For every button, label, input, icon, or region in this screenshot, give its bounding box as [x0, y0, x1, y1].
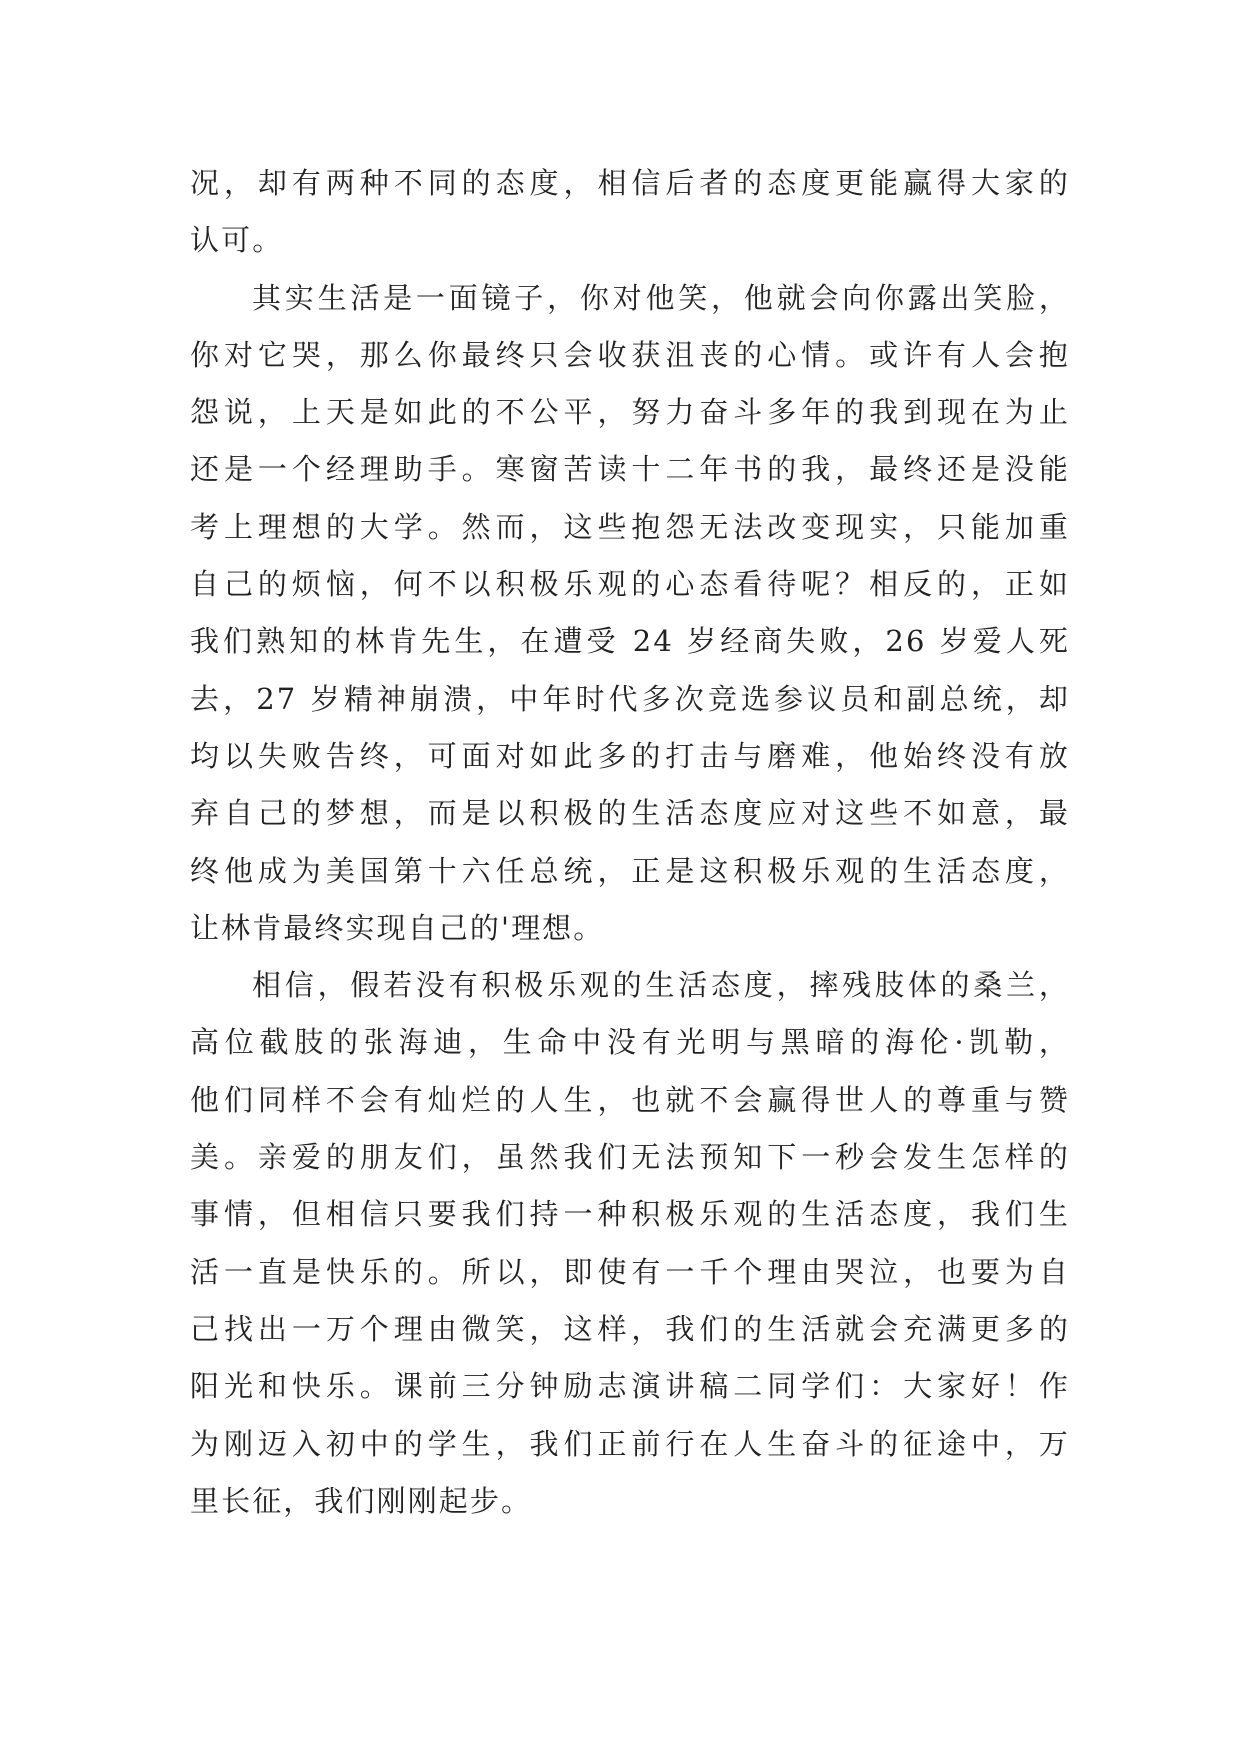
text-line: 自己的烦恼，何不以积极乐观的心态看待呢？相反的，正如 — [190, 567, 1070, 602]
text-line: 去，27 岁精神崩溃，中年时代多次竞选参议员和副总统，却 — [190, 681, 1070, 716]
text-line: 怨说，上天是如此的不公平，努力奋斗多年的我到现在为止 — [190, 395, 1070, 430]
text-line: 己找出一万个理由微笑，这样，我们的生活就会充满更多的 — [190, 1311, 1070, 1346]
document-body — [190, 155, 1070, 1530]
text-line: 为刚迈入初中的学生，我们正前行在人生奋斗的征途中，万 — [190, 1426, 1070, 1461]
text-line: 认可。 — [190, 223, 284, 258]
text-line: 让林肯最终实现自己的'理想。 — [190, 910, 605, 945]
text-line: 高位截肢的张海迪，生命中没有光明与黑暗的海伦·凯勒， — [190, 1025, 1070, 1060]
text-line: 他们同样不会有灿烂的人生，也就不会赢得世人的尊重与赞 — [190, 1082, 1070, 1117]
text-line: 还是一个经理助手。寒窗苦读十二年书的我，最终还是没能 — [190, 452, 1070, 487]
text-line: 里长征，我们刚刚起步。 — [190, 1483, 533, 1518]
text-line: 况，却有两种不同的态度，相信后者的态度更能赢得大家的 — [190, 166, 1070, 200]
text-line: 活一直是快乐的。所以，即使有一千个理由哭泣，也要为自 — [190, 1254, 1070, 1289]
text-line: 阳光和快乐。课前三分钟励志演讲稿二同学们：大家好！作 — [190, 1369, 1070, 1404]
text-line: 终他成为美国第十六任总统，正是这积极乐观的生活态度， — [190, 853, 1070, 888]
text-line: 均以失败告终，可面对如此多的打击与磨难，他始终没有放 — [190, 738, 1070, 773]
text-line: 你对它哭，那么你最终只会收获沮丧的心情。或许有人会抱 — [190, 337, 1070, 372]
text-line: 事情，但相信只要我们持一种积极乐观的生活态度，我们生 — [190, 1197, 1070, 1232]
text-line: 其实生活是一面镜子，你对他笑，他就会向你露出笑脸， — [252, 280, 1070, 315]
text-line: 美。亲爱的朋友们，虽然我们无法预知下一秒会发生怎样的 — [190, 1140, 1070, 1175]
text-line: 我们熟知的林肯先生，在遭受 24 岁经商失败，26 岁爱人死 — [190, 624, 1070, 659]
text-line: 相信，假若没有积极乐观的生活态度，摔残肢体的桑兰， — [252, 968, 1070, 1003]
text-line: 弃自己的梦想，而是以积极的生活态度应对这些不如意，最 — [190, 796, 1070, 831]
text-line: 考上理想的大学。然而，这些抱怨无法改变现实，只能加重 — [190, 509, 1070, 544]
